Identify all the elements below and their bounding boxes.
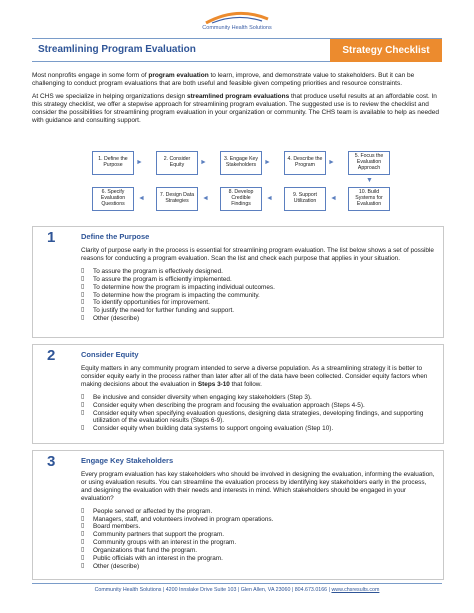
flow-step-4: 4. Describe the Program: [284, 151, 326, 175]
section-title: Consider Equity: [81, 350, 139, 359]
checklist-item-label: Consider equity when specifying evaluation questions, designing data strategies, developing findings, and supporting utilization of the evaluation results (Steps 6-9).: [93, 409, 424, 425]
checkbox-icon[interactable]: ▯: [81, 275, 85, 282]
checklist-item-label: Board members.: [93, 523, 141, 531]
checklist-item-label: To justify the need for further funding and support.: [93, 307, 235, 315]
checklist-item[interactable]: [81, 531, 437, 539]
page-header: [32, 38, 442, 62]
section-paragraph-text: Equity matters in any community program intended to serve a diverse population. As a streamlining strategy it is better to consider equity early in the process rather than later after all of the data have been collected. Consider equity factors when making decisions about the evaluation in: [81, 365, 428, 388]
checkbox-icon[interactable]: ▯: [81, 299, 85, 306]
checklist-item[interactable]: [81, 410, 437, 426]
arrow-left-icon: ◄: [266, 195, 273, 202]
section-consider-equity: [32, 344, 444, 444]
checkbox-icon[interactable]: ▯: [81, 539, 85, 546]
checklist-item-label: Organizations that fund the program.: [93, 547, 198, 555]
section-define-purpose: [32, 226, 444, 338]
intro-p1-text: Most nonprofits engage in some form of: [32, 72, 149, 79]
section-paragraph: [81, 365, 437, 389]
arrow-right-icon: ►: [264, 159, 271, 166]
checkbox-icon[interactable]: ▯: [81, 393, 85, 400]
flow-step-2: 2. Consider Equity: [156, 151, 198, 175]
flow-step-10: 10. Build Systems for Evaluation: [348, 187, 390, 211]
checklist-item-label: Consider equity when building data systems to support ongoing evaluation (Step 10).: [93, 425, 334, 433]
intro-p2-bold: streamlined program evaluations: [187, 93, 290, 101]
intro-paragraph-2: [32, 93, 444, 125]
flow-step-1: 1. Define the Purpose: [92, 151, 134, 175]
checklist-item[interactable]: [81, 268, 437, 276]
intro-p2-text: At CHS we specialize in helping organizations design: [32, 93, 188, 101]
checklist-item-label: Community partners that support the program.: [93, 531, 225, 539]
checklist-item[interactable]: [81, 516, 437, 524]
intro-p2-text-end: that produce useful results at an affordable cost. In this strategy checklist, we offer a stepwise approach for streamlining program evaluation. The suggested use is to review the checklist and consider the possibilities for streamlining program evaluation in your organization or community. The CHS team is available to help as needed with guidance and consulting support.: [32, 93, 439, 125]
checklist-item-label: Managers, staff, and volunteers involved in program operations.: [93, 515, 274, 523]
page-title: Streamlining Program Evaluation: [38, 44, 196, 55]
checkbox-icon[interactable]: ▯: [81, 562, 85, 569]
checkbox-icon[interactable]: ▯: [81, 401, 85, 408]
checkbox-icon[interactable]: ▯: [81, 547, 85, 554]
section-paragraph: Clarity of purpose early in the process is essential for streamlining program evaluation. The list below shows a set of possible reasons for conducting a program evaluation. Scan the list and check each purpose that applies in your situation.: [81, 247, 434, 262]
checklist-item-label: Consider equity when describing the program and focusing the evaluation approach (Steps 4-5).: [93, 401, 365, 409]
arrow-right-icon: ►: [328, 159, 335, 166]
logo: [0, 10, 474, 31]
checklist-item[interactable]: [81, 547, 437, 555]
checklist-item-label: To assure the program is effectively designed.: [93, 267, 223, 275]
process-flow-diagram: [92, 147, 392, 215]
checklist-item[interactable]: [81, 307, 437, 315]
checklist-item[interactable]: [81, 402, 437, 410]
checkbox-icon[interactable]: ▯: [81, 523, 85, 530]
checklist-item[interactable]: [81, 315, 437, 323]
section-engage-stakeholders: [32, 450, 444, 580]
checklist-item[interactable]: [81, 523, 437, 531]
arrow-left-icon: ◄: [138, 195, 145, 202]
arrow-right-icon: ►: [200, 159, 207, 166]
intro-p1-bold: program evaluation: [148, 72, 209, 79]
arrow-left-icon: ◄: [330, 195, 337, 202]
checklist-item[interactable]: [81, 555, 437, 563]
checkbox-icon[interactable]: ▯: [81, 531, 85, 538]
footer: [0, 587, 474, 593]
checkbox-icon[interactable]: ▯: [81, 267, 85, 274]
section-title: Define the Purpose: [81, 232, 150, 241]
flow-step-7: 7. Design Data Strategies: [156, 187, 198, 211]
flow-step-9: 9. Support Utilization: [284, 187, 326, 211]
intro-paragraph-1: [32, 72, 444, 88]
checkbox-icon[interactable]: ▯: [81, 507, 85, 514]
checklist-item[interactable]: [81, 539, 437, 547]
checklist: [81, 268, 437, 323]
flow-step-5: 5. Focus the Evaluation Approach: [348, 151, 390, 175]
checklist-item-label: Other (describe): [93, 562, 140, 570]
section-number: 3: [47, 453, 56, 470]
arrow-left-icon: ◄: [202, 195, 209, 202]
section-number: 1: [47, 229, 56, 246]
section-paragraph: Every program evaluation has key stakeholders who should be involved in designing the evaluation, informing the evaluation, or using evaluation results. You can streamline the evaluation process by identifying key stakeholders early in the process, and designing the evaluation with their needs and interests in mind. Which stakeholders should be engaged in your evaluation?: [81, 471, 435, 502]
checklist-item-label: Public officials with an interest in the program.: [93, 555, 223, 563]
logo-text: Community Health Solutions: [202, 25, 272, 31]
logo-arc-icon: [202, 10, 272, 24]
section-body: [81, 471, 437, 571]
checklist-item-label: To determine how the program is impacting the community.: [93, 291, 260, 299]
checklist: [81, 394, 437, 434]
checkbox-icon[interactable]: ▯: [81, 425, 85, 432]
flow-step-8: 8. Develop Credible Findings: [220, 187, 262, 211]
checkbox-icon[interactable]: ▯: [81, 409, 85, 416]
checklist-item-label: Community groups with an interest in the program.: [93, 539, 237, 547]
checklist-item-label: To assure the program is efficiently implemented.: [93, 275, 232, 283]
footer-text: Community Health Solutions | 4200 Innslake Drive Suite 103 | Glen Allen, VA 23060 | 804.673.0166 |: [94, 587, 332, 593]
section-title: Engage Key Stakeholders: [81, 456, 174, 465]
checklist-item[interactable]: [81, 508, 437, 516]
checklist-item[interactable]: [81, 425, 437, 433]
section-paragraph-bold: Steps 3-10: [197, 380, 230, 388]
footer-divider: [32, 583, 442, 584]
arrow-down-icon: ▼: [366, 177, 373, 184]
checklist-item[interactable]: [81, 394, 437, 402]
flow-step-6: 6. Specify Evaluation Questions: [92, 187, 134, 211]
checklist-item-label: Be inclusive and consider diversity when engaging key stakeholders (Step 3).: [93, 393, 312, 401]
section-body: [81, 365, 437, 433]
checklist-item-label: To identify opportunities for improvement.: [93, 299, 210, 307]
checklist-item[interactable]: [81, 563, 437, 571]
checklist-item[interactable]: [81, 284, 437, 292]
checklist: [81, 508, 437, 571]
checkbox-icon[interactable]: ▯: [81, 315, 85, 322]
strategy-checklist-badge: Strategy Checklist: [330, 39, 442, 62]
checklist-item[interactable]: [81, 276, 437, 284]
arrow-right-icon: ►: [136, 159, 143, 166]
checkbox-icon[interactable]: ▯: [81, 307, 85, 314]
section-paragraph-text-end: that follow.: [229, 380, 262, 388]
checklist-item[interactable]: [81, 292, 437, 300]
checkbox-icon[interactable]: ▯: [81, 283, 85, 290]
flow-step-3: 3. Engage Key Stakeholders: [220, 151, 262, 175]
checklist-item[interactable]: [81, 299, 437, 307]
checkbox-icon[interactable]: ▯: [81, 291, 85, 298]
section-body: [81, 247, 437, 323]
checklist-item-label: Other (describe): [93, 315, 140, 323]
checklist-item-label: To determine how the program is impacting individual outcomes.: [93, 283, 275, 291]
checkbox-icon[interactable]: ▯: [81, 515, 85, 522]
intro-p1-text-end: to learn, improve, and demonstrate value to stakeholders. But it can be challenging to conduct program evaluations that are both useful and feasible given competing priorities and resource constraints.: [32, 72, 415, 88]
checklist-item-label: People served or affected by the program.: [93, 507, 213, 515]
intro-text: [32, 72, 444, 131]
footer-website-link[interactable]: www.chsresults.com: [331, 587, 380, 593]
section-number: 2: [47, 347, 56, 364]
checkbox-icon[interactable]: ▯: [81, 555, 85, 562]
